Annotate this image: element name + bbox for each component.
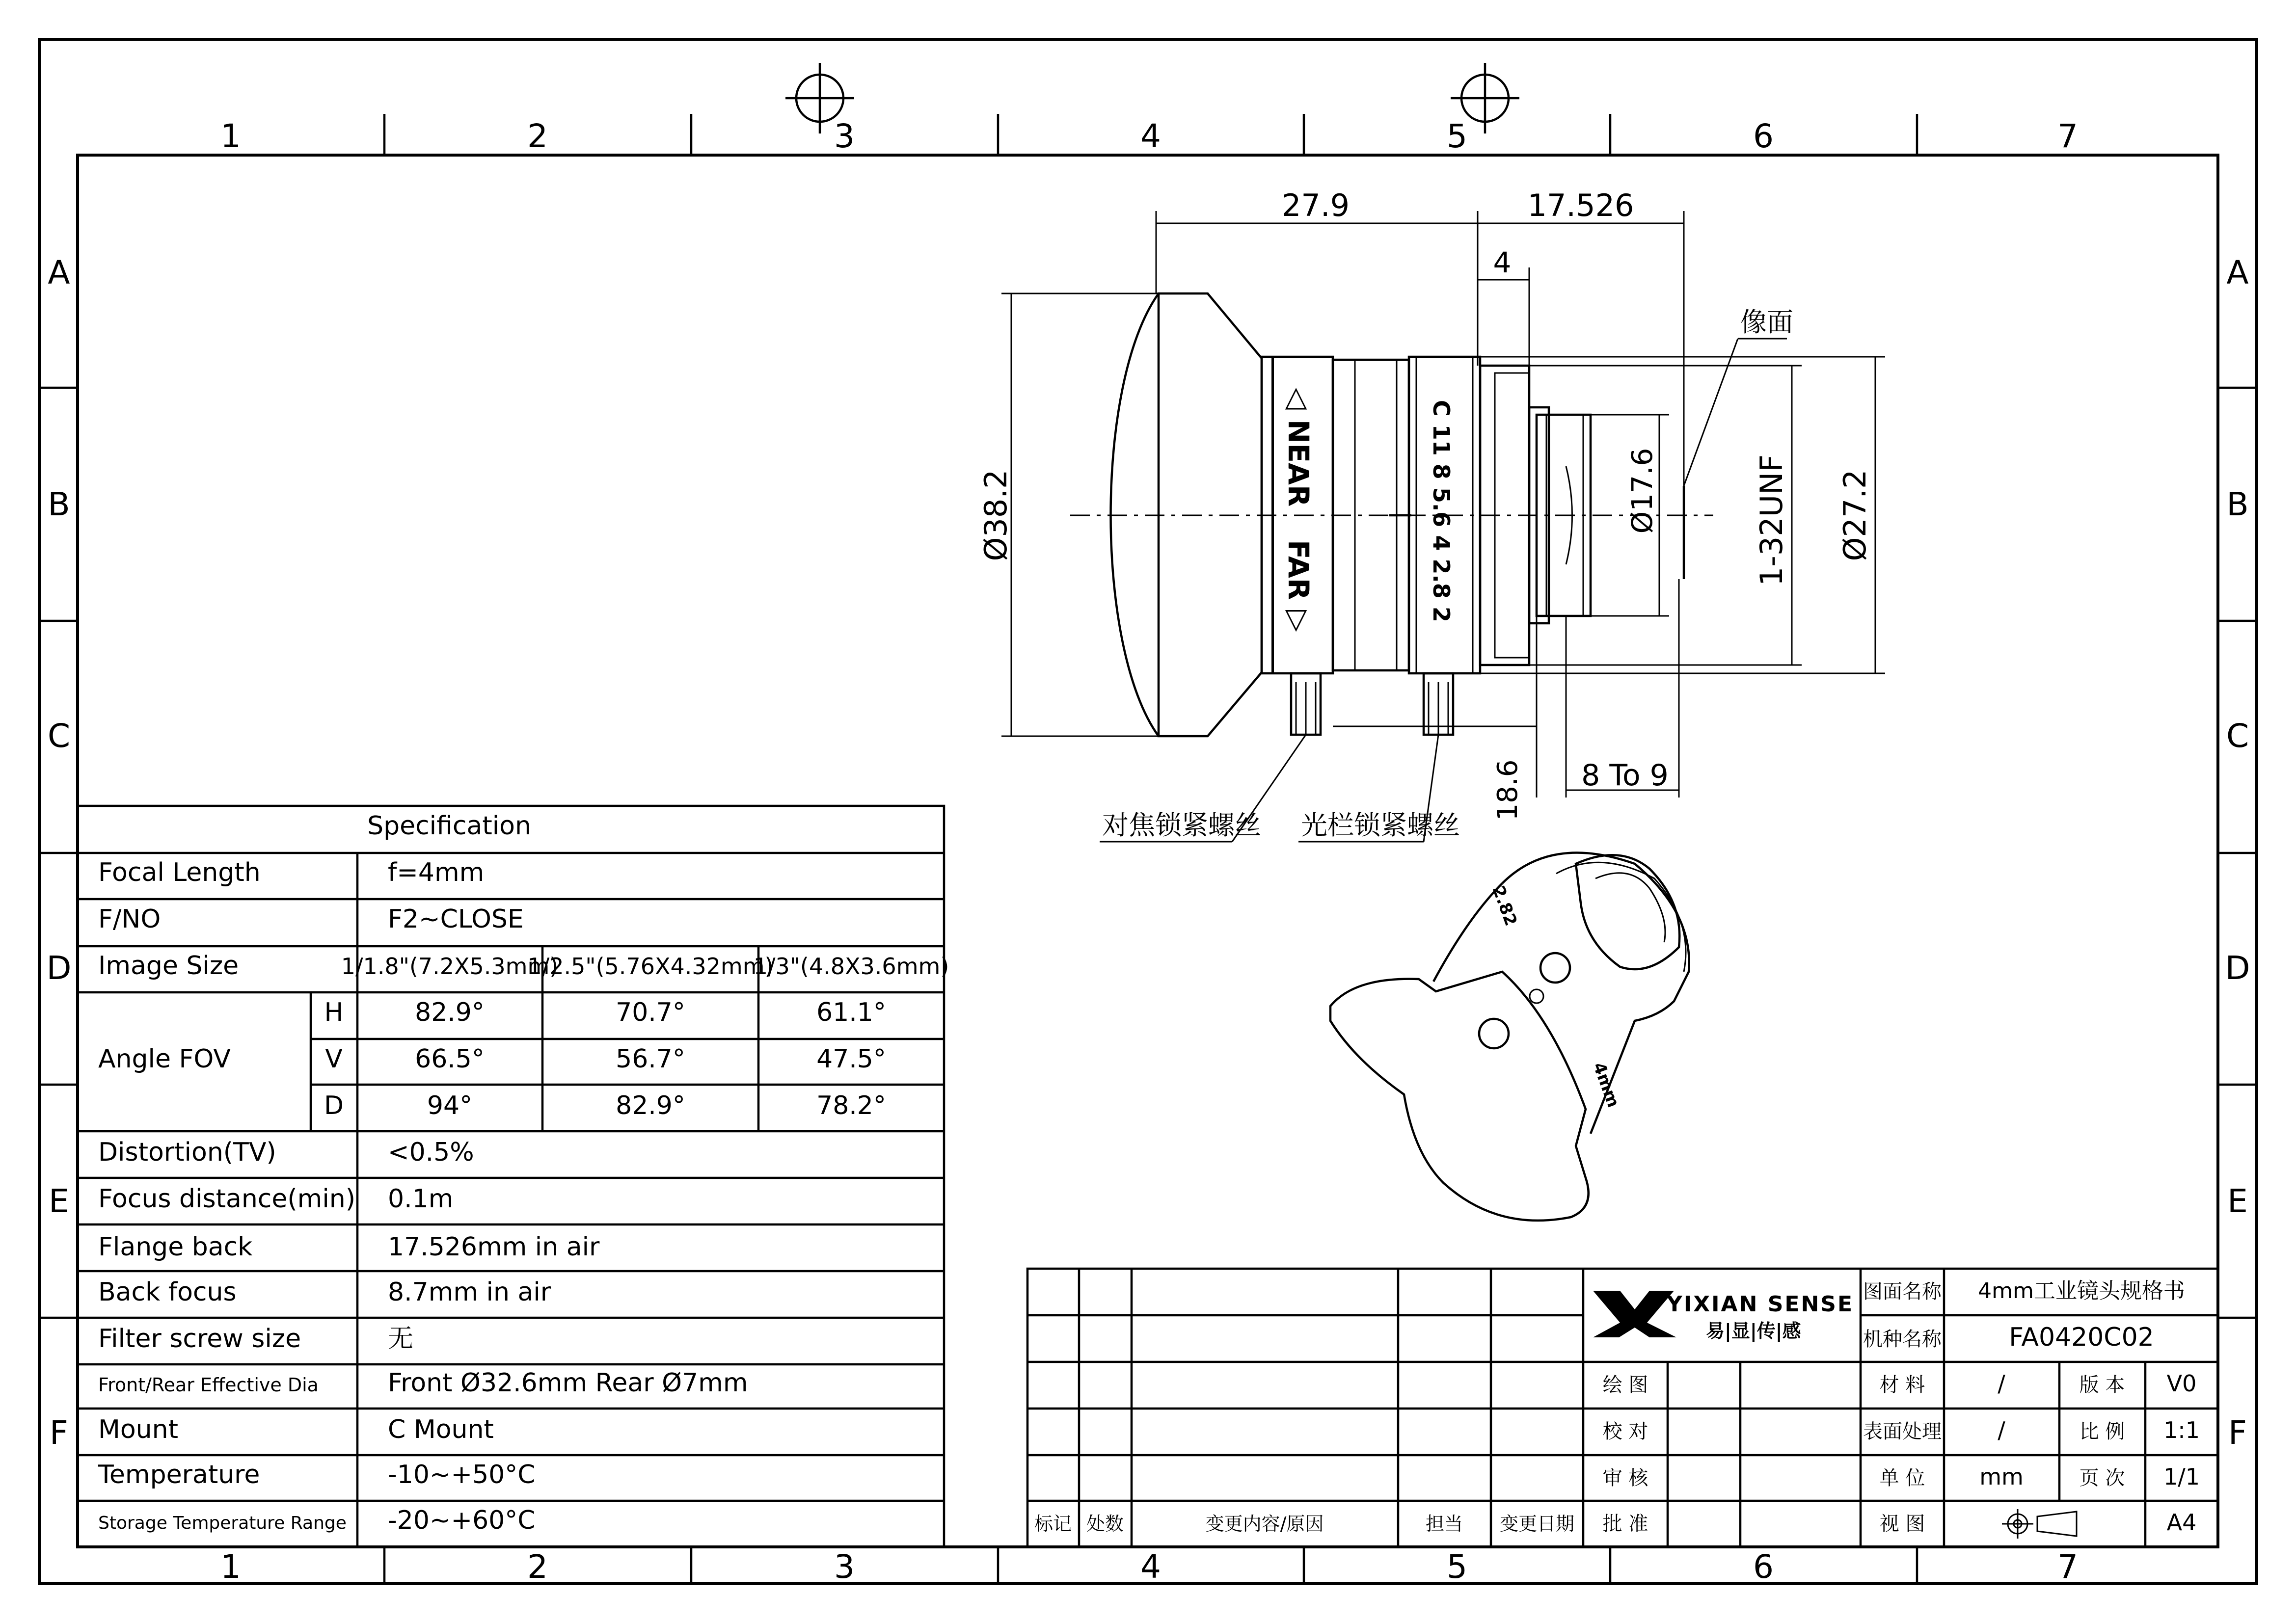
spec-value: -20~+60°C xyxy=(388,1506,536,1535)
row-label: F xyxy=(2228,1414,2247,1452)
spec-label: Image Size xyxy=(98,951,239,981)
dim-flange-back: 17.526 xyxy=(1527,187,1634,223)
iso-screw xyxy=(1540,953,1570,983)
col-label: 2 xyxy=(527,1548,548,1586)
spec-label: Distortion(TV) xyxy=(98,1138,276,1167)
fov-value: 61.1° xyxy=(816,998,886,1027)
brand-name-cn: 易|显|传|感 xyxy=(1706,1320,1801,1342)
fov-axis: V xyxy=(325,1044,343,1074)
spec-value: <0.5% xyxy=(388,1138,474,1167)
label-page: 页 次 xyxy=(2079,1467,2125,1489)
spec-label: Flange back xyxy=(98,1232,253,1262)
spec-label: Filter screw size xyxy=(98,1324,301,1354)
dim-length-front: 27.9 xyxy=(1281,187,1350,223)
rev-header: 变更日期 xyxy=(1499,1513,1575,1535)
col-label: 3 xyxy=(834,117,855,155)
note-iris-screw: 光栏锁紧螺丝 xyxy=(1301,810,1460,841)
note-focus-screw: 对焦锁紧螺丝 xyxy=(1102,810,1261,841)
surface-value: / xyxy=(1998,1417,2005,1443)
col-label: 5 xyxy=(1447,1548,1467,1586)
row-label: C xyxy=(47,717,71,755)
dim-back-range: 8 To 9 xyxy=(1581,758,1669,793)
paper-size: A4 xyxy=(2166,1509,2197,1536)
col-label: 2 xyxy=(527,117,548,155)
fov-value: 82.9° xyxy=(415,998,485,1027)
label-view: 视 图 xyxy=(1879,1513,1925,1535)
spec-value: 8.7mm in air xyxy=(388,1277,551,1307)
spec-text xyxy=(98,811,949,1535)
label-unit: 单 位 xyxy=(1879,1467,1925,1489)
spec-label: Back focus xyxy=(98,1277,237,1307)
spec-value: -10~+50°C xyxy=(388,1460,536,1489)
label-model: 机种名称 xyxy=(1863,1328,1942,1351)
label-surface: 表面处理 xyxy=(1863,1420,1942,1443)
iso-mark: 4mm xyxy=(1589,1060,1623,1110)
label-material: 材 料 xyxy=(1879,1374,1925,1396)
label-scale: 比 例 xyxy=(2079,1420,2125,1443)
spec-title: Specification xyxy=(367,811,531,841)
label-approve: 批 准 xyxy=(1602,1513,1648,1535)
rev-header: 担当 xyxy=(1425,1513,1463,1535)
row-label: B xyxy=(2226,485,2249,523)
model-number: FA0420C02 xyxy=(2009,1323,2154,1352)
row-label: E xyxy=(49,1182,69,1220)
brand-name: YIXIAN SENSE xyxy=(1667,1292,1854,1317)
spec-value: C Mount xyxy=(388,1415,494,1444)
fov-value: 66.5° xyxy=(415,1044,485,1074)
spec-label: Focus distance(min) xyxy=(98,1184,356,1214)
row-label: B xyxy=(48,485,70,523)
spec-value: 17.526mm in air xyxy=(388,1232,600,1262)
note-image-plane: 像面 xyxy=(1740,307,1793,338)
label-version: 版 本 xyxy=(2079,1374,2125,1396)
spec-label: Mount xyxy=(98,1415,178,1444)
row-label: D xyxy=(2225,949,2250,987)
spec-value: 1/3"(4.8X3.6mm) xyxy=(753,953,949,980)
col-label: 7 xyxy=(2057,117,2078,155)
dim-thread: 1-32UNF xyxy=(1754,454,1789,586)
spec-value: 无 xyxy=(388,1324,414,1354)
col-label: 4 xyxy=(1140,117,1161,155)
label-check: 校 对 xyxy=(1602,1420,1648,1443)
unit-value: mm xyxy=(1979,1463,2024,1490)
spec-label: F/NO xyxy=(98,904,161,934)
label-drawing-name: 图面名称 xyxy=(1863,1280,1942,1303)
scale-value: 1:1 xyxy=(2163,1417,2200,1443)
col-label: 5 xyxy=(1447,117,1467,155)
row-label: A xyxy=(48,254,70,292)
spec-value: F2~CLOSE xyxy=(388,904,524,934)
label-review: 审 核 xyxy=(1602,1467,1648,1489)
spec-value: Front Ø32.6mm Rear Ø7mm xyxy=(388,1368,748,1398)
spec-label: Temperature xyxy=(98,1460,260,1489)
fstop-scale: C 11 8 5.6 4 2.8 2 xyxy=(1428,400,1455,622)
fov-value: 78.2° xyxy=(816,1091,886,1120)
row-label: C xyxy=(2226,717,2249,755)
row-label: E xyxy=(2227,1182,2248,1220)
iso-screw xyxy=(1479,1019,1509,1048)
col-label: 6 xyxy=(1753,117,1774,155)
version-value: V0 xyxy=(2166,1370,2197,1397)
projection-symbol-icon xyxy=(2002,1509,2077,1539)
spec-label: Front/Rear Effective Dia xyxy=(98,1374,319,1396)
fov-axis: H xyxy=(324,998,344,1027)
drawing-name: 4mm工业镜头规格书 xyxy=(1978,1278,2185,1303)
page-value: 1/1 xyxy=(2163,1463,2200,1490)
col-label: 1 xyxy=(220,1548,241,1586)
fov-value: 94° xyxy=(427,1091,473,1120)
col-label: 1 xyxy=(220,117,241,155)
row-label: F xyxy=(50,1414,68,1452)
fov-value: 70.7° xyxy=(616,998,685,1027)
far-mark: FAR ▷ xyxy=(1282,540,1315,632)
iso-rear-opening xyxy=(1576,855,1679,969)
row-label: A xyxy=(2226,254,2249,292)
col-label: 7 xyxy=(2057,1548,2078,1586)
rev-header: 处数 xyxy=(1086,1513,1124,1535)
iso-outline xyxy=(1330,972,1589,1221)
fov-value: 47.5° xyxy=(816,1044,886,1074)
spec-label: Angle FOV xyxy=(98,1044,231,1074)
fov-value: 56.7° xyxy=(616,1044,685,1074)
material-value: / xyxy=(1998,1370,2005,1397)
lens-iso-view xyxy=(1330,853,1689,1221)
spec-label: Storage Temperature Range xyxy=(98,1513,347,1533)
lens-side-view xyxy=(1070,293,1713,736)
spec-value: 1/2.5"(5.76X4.32mm) xyxy=(527,953,774,980)
col-label: 3 xyxy=(834,1548,855,1586)
row-label: D xyxy=(46,949,72,987)
col-label: 6 xyxy=(1753,1548,1774,1586)
spec-value: 1/1.8"(7.2X5.3mm) xyxy=(341,953,559,980)
spec-value: f=4mm xyxy=(388,858,485,887)
fov-value: 82.9° xyxy=(616,1091,685,1120)
dim-front-dia: Ø38.2 xyxy=(978,469,1014,561)
near-mark: ◁ NEAR xyxy=(1282,388,1315,507)
col-label: 4 xyxy=(1140,1548,1161,1586)
dim-18-6: 18.6 xyxy=(1492,759,1524,821)
rev-header: 变更内容/原因 xyxy=(1205,1513,1324,1535)
spec-value: 0.1m xyxy=(388,1184,454,1214)
dim-body-dia: Ø27.2 xyxy=(1837,469,1873,561)
label-draw: 绘 图 xyxy=(1602,1374,1648,1396)
spec-label: Focal Length xyxy=(98,858,261,887)
fov-axis: D xyxy=(324,1091,344,1120)
dim-rear-dia: Ø17.6 xyxy=(1625,448,1659,534)
dim-4: 4 xyxy=(1493,246,1512,279)
brand-logo-icon xyxy=(1593,1291,1676,1337)
iso-mark: 2.82 xyxy=(1488,883,1521,929)
rev-header: 标记 xyxy=(1034,1513,1072,1535)
